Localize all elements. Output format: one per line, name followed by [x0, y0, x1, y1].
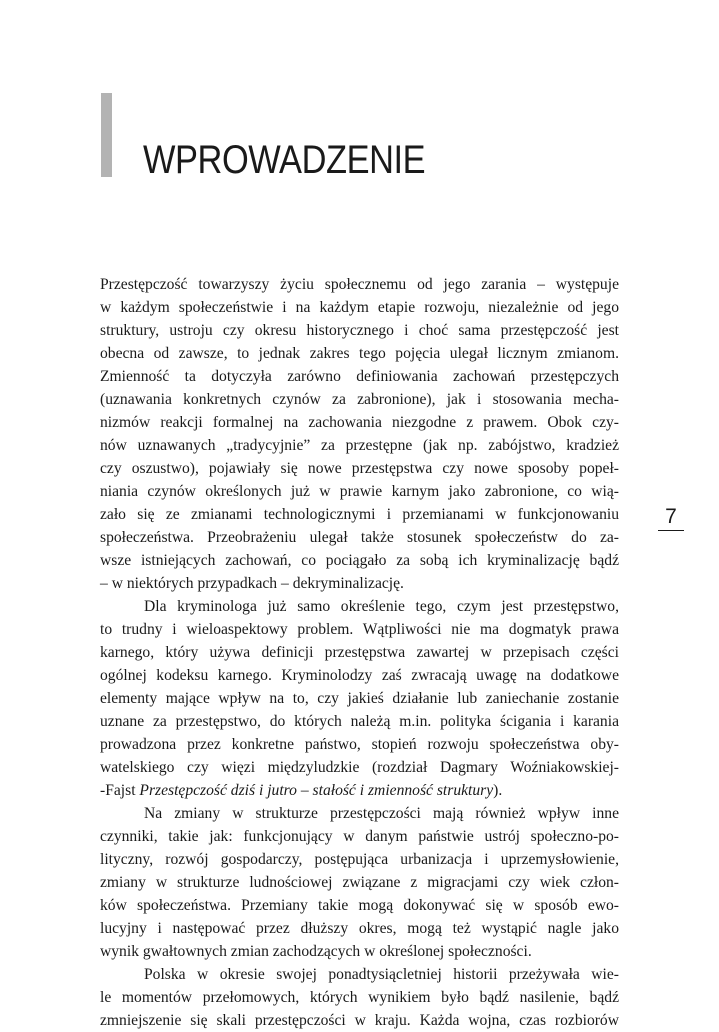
text-line: czy oszustwo), pojawiały się nowe przestępstwa czy nowe sposoby popeł-: [100, 460, 619, 477]
text-line: zmiany w strukturze ludnościowej związane z migracjami czy wiek człon-: [100, 874, 619, 891]
text-line: lucyjny i następować przez dłuższy okres, mogą też wystąpić nagle jako: [100, 920, 619, 937]
text-line: Zmienność ta dotyczyła zarówno definiowania zachowań przestępczych: [100, 368, 619, 385]
text-line: wynik gwałtownych zmian zachodzących w określonej społeczności.: [100, 943, 532, 960]
text-line: le momentów przełomowych, których wynikiem było bądź nasilenie, bądź: [100, 989, 619, 1006]
chapter-title: WPROWADZENIE: [143, 138, 426, 182]
text-line: watelskiego czy więzi międzyludzkie (rozdział Dagmary Woźniakowskiej-: [100, 759, 619, 776]
text-line: struktury, ustroju czy okresu historycznego i choć sama przestępczość jest: [100, 322, 619, 339]
text-line: prowadzona przez konkretne państwo, stopień rozwoju społeczeństwa oby-: [100, 736, 619, 753]
chapter-marker-bar: [101, 93, 112, 177]
text-line: lityczny, rozwój gospodarczy, postępująca urbanizacja i uprzemysłowienie,: [100, 851, 619, 868]
text-segment: -Fajst: [100, 782, 140, 799]
paragraph: [100, 273, 619, 595]
paragraph: [100, 802, 619, 963]
text-line: ków społeczeństwa. Przemiany takie mogą dokonywać się w sposób ewo-: [100, 897, 619, 914]
text-line: zało się ze zmianami technologicznymi i przemianami w funkcjonowaniu: [100, 506, 619, 523]
paragraph: [100, 963, 619, 1032]
text-line: elementy mające wpływ na to, czy jakieś działanie lub zaniechanie zostanie: [100, 690, 619, 707]
text-line: Dla kryminologa już samo określenie tego, czym jest przestępstwo,: [144, 598, 619, 615]
text-line: Na zmiany w strukturze przestępczości mają również wpływ inne: [144, 805, 619, 822]
page-number: 7: [658, 504, 684, 531]
text-line: – w niektórych przypadkach – dekryminalizację.: [100, 575, 404, 592]
text-line: uznane za przestępstwo, do których należą m.in. polityka ścigania i karania: [100, 713, 619, 730]
text-line: karnego, który używa definicji przestępstwa zawartej w przepisach części: [100, 644, 619, 661]
text-line: zmniejszenie się skali przestępczości w kraju. Każda wojna, czas rozbiorów: [100, 1012, 619, 1029]
body-text: [100, 273, 619, 1032]
text-segment: ).: [493, 782, 503, 799]
text-line: [100, 779, 619, 802]
text-line: czynniki, takie jak: funkcjonujący w danym państwie ustrój społeczno-po-: [100, 828, 619, 845]
paragraph: [100, 595, 619, 802]
text-line: niania czynów określonych już w prawie karnym jako zabronione, co wią-: [100, 483, 619, 500]
text-line: ogólnej kodeksu karnego. Kryminolodzy zaś zwracają uwagę na dodatkowe: [100, 667, 619, 684]
text-line: nizmów reakcji formalnej na zachowania niezgodne z prawem. Obok czy-: [100, 414, 619, 431]
text-line: obecna od zawsze, to jednak zakres tego pojęcia ulegał licznym zmianom.: [100, 345, 619, 362]
text-line: Polska w okresie swojej ponadtysiącletniej historii przeżywała wie-: [144, 966, 619, 983]
book-chapter-title: Przestępczość dziś i jutro – stałość i zmienność struktury: [139, 782, 494, 799]
text-line: w każdym społeczeństwie i na każdym etapie rozwoju, niezależnie od jego: [100, 299, 619, 316]
text-line: (uznawania konkretnych czynów za zabronione), jak i stosowania mecha-: [100, 391, 619, 408]
text-line: społeczeństwa. Przeobrażeniu ulegał także stosunek społeczeństw do za-: [100, 529, 619, 546]
text-line: wsze istniejących zachowań, co pociągało za sobą ich kryminalizację bądź: [100, 552, 619, 569]
text-line: to trudny i wieloaspektowy problem. Wątpliwości nie ma dogmatyk prawa: [100, 621, 619, 638]
text-line: Przestępczość towarzyszy życiu społecznemu od jego zarania – występuje: [100, 276, 619, 293]
text-line: nów uznawanych „tradycyjnie” za przestępne (jak np. zabójstwo, kradzież: [100, 437, 619, 454]
